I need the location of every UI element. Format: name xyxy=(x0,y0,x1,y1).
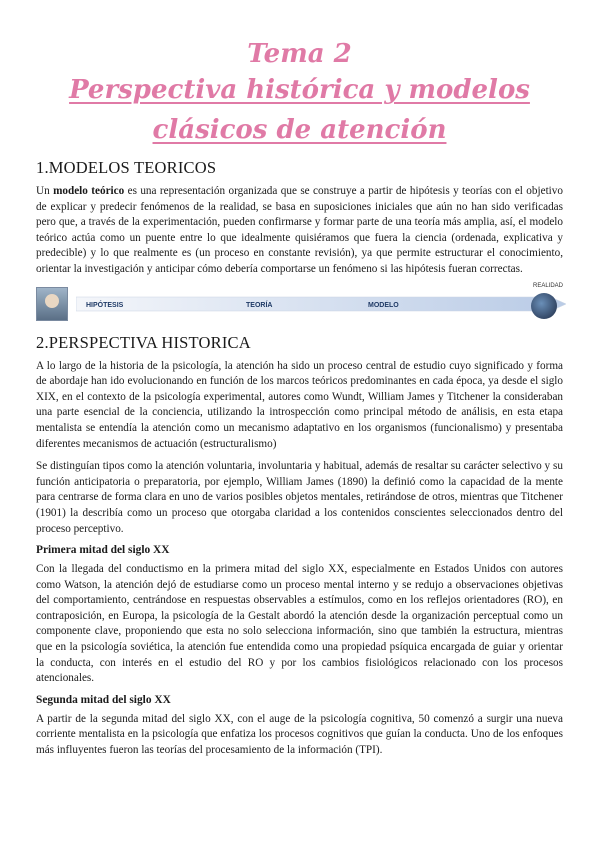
subheading-segunda-mitad: Segunda mitad del siglo XX xyxy=(36,693,171,706)
paragraph-primera-mitad: Con la llegada del conductismo en la primera mitad del siglo XX, especialmente en Estados Unidos con autores como Watson, la atención dejó de estudiarse como un proceso mental interno y se redujo a observaciones objetivas del comportamiento, centrándose en respuestas observables a estímulos, como en los reflejos orientadores (RO), en contraposición, en Europa, la psicología de la Gestalt abordó la atención desde la organización perceptual como un componente clave, proponiendo que esta no solo selecciona información, sino que también la estructura, mientras que en la psicología soviética, la atención fue entendida como una propiedad psíquica encargada de guiar y orientar la conducta, con interés en el estudio del RO y por los cambios fisiológicos relacionado con los procesos atencionales. xyxy=(36,563,563,685)
paragraph-historica-1: A lo largo de la historia de la psicología, la atención ha sido un proceso central de estudio cuyo significado y forma de abordaje han ido evolucionando en función de los marcos teóricos predominantes en cada época, ya desde el siglo XIX, en el contexto de la psicología experimental, autores como Wundt, William James y Titchener la consideraban una parte esencial de la conciencia, utilizando la introspección como principal método de análisis, en esta etapa mentalista se entendía la atención como un mecanismo adaptativo en los organismos (funcionalismo) y presentaba diferentes mecanismos de actuación (estructuralismo) xyxy=(36,359,563,450)
paragraph-segunda-mitad: A partir de la segunda mitad del siglo XX, con el auge de la psicología cognitiva, 50 comenzó a surgir una nueva corriente mentalista en la psicología que enfatiza los procesos cognitivos que guían la conducta. Uno de los enfoques más influyentes fueron las teorías del procesamiento de la información (TPI). xyxy=(36,712,563,757)
section-heading-modelos: 1.MODELOS TEORICOS xyxy=(36,158,217,177)
paragraph-modelo-teorico xyxy=(36,184,563,278)
stage-hipotesis: HIPÓTESIS xyxy=(86,301,124,309)
p-lead: Un xyxy=(36,185,54,197)
progress-arrow xyxy=(76,295,566,313)
p-bold-term: modelo teórico xyxy=(53,185,125,197)
title-line-2: Perspectiva histórica y modelos xyxy=(69,75,530,105)
hypothesis-theory-model-diagram xyxy=(36,282,563,325)
section-heading-historica: 2.PERSPECTIVA HISTORICA xyxy=(36,332,251,352)
stage-teoria: TEORÍA xyxy=(246,301,273,309)
realidad-label: REALIDAD xyxy=(532,282,563,289)
earth-image-icon xyxy=(531,293,557,319)
title-line-3: clásicos de atención xyxy=(152,115,447,145)
subheading-primera-mitad: Primera mitad del siglo XX xyxy=(36,544,170,557)
stage-modelo: MODELO xyxy=(368,301,399,309)
arrow-shape xyxy=(76,295,566,313)
thinker-image-icon xyxy=(36,287,68,321)
paragraph-historica-2: Se distinguían tipos como la atención voluntaria, involuntaria y habitual, además de resaltar su carácter selectivo y su función anticipatoria o preparatoria, por ejemplo, William James (1890) la definió como la capacidad de la mente para centrarse de forma clara en uno de varios posibles objetos mentales, retirándose de otros, mientras que Titchener (1901) la describía como un proceso que otorgaba claridad a los contenidos conscientes seleccionados dentro del proceso perceptivo. xyxy=(36,460,563,535)
title-line-1: Tema 2 xyxy=(247,39,352,69)
p-rest: es una representación organizada que se construye a partir de hipótesis y teorías con el objetivo de explicar y predecir fenómenos de la realidad, se basa en suposiciones iniciales que aún no han sido verificadas pero que, a través de la experimentación, pueden confirmarse y formar parte de una teoría más amplia, así, el modelo teórico actúa como un puente entre lo que idealmente quisiéramos que fuera la ciencia (ordenada, explicativa y predecible) y lo que realmente es (un proceso en constante revisión), ya que permite estructurar el conocimiento, orientar la investigación y anticipar cómo debería comportarse un fenómeno si las hipótesis fueran correctas. xyxy=(36,185,563,275)
